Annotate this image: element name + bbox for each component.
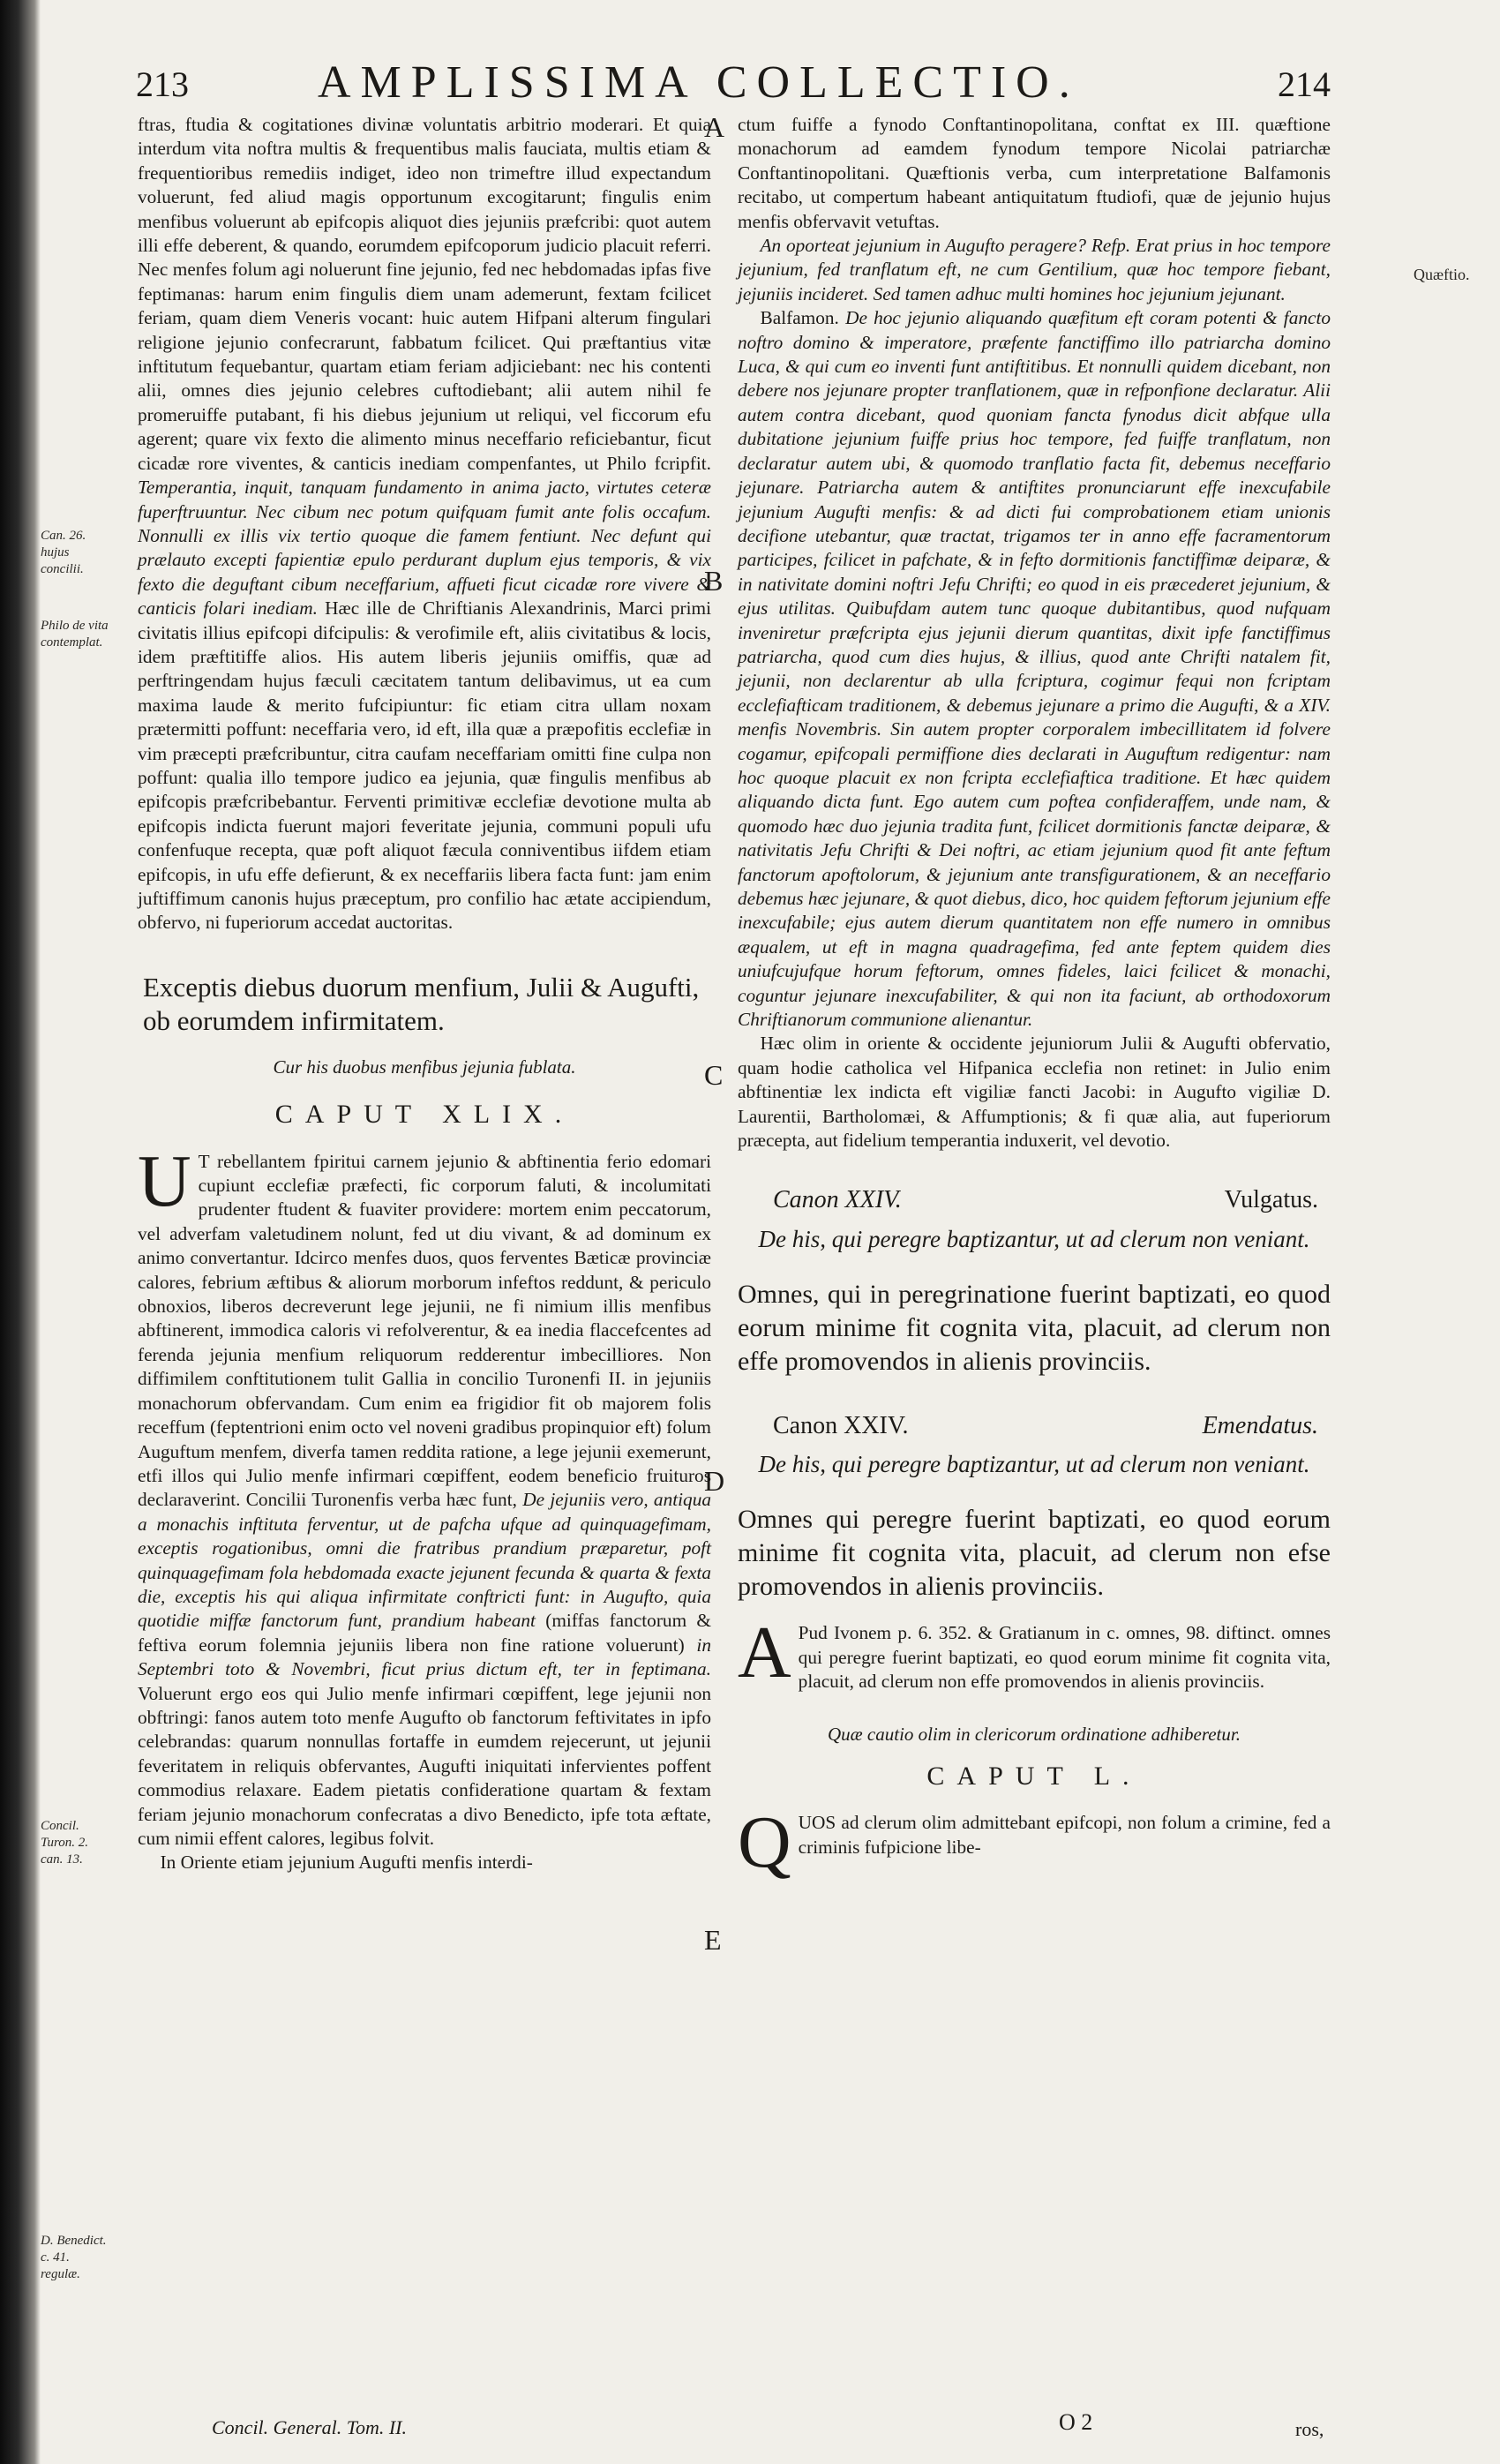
canon-heading-vulgatus: Canon XXIV. Vulgatus. [773,1186,1318,1214]
section-title: Exceptis diebus duorum menfium, Julii & Augufti, ob eorumdem infirmitatem. [143,971,700,1036]
turon-quote: De jejuniis vero, antiqua a monachis inftituta ferventur, ut de pafcha ufque ad quinquagefimam, exceptis rogationibus, omni die fratribus prandium præparetur, poft quinquagefimam fola hebdomada exacte jejunent fecunda & quarta & fexta die, exceptis his qui aliqua infirmitate conftricti funt: in Augufto, quia quotidie miffæ fanctorum funt, prandium habeant [138,1489,711,1632]
margin-note-2: Philo de vita contemplat. [41,619,109,650]
running-head: AMPLISSIMA COLLECTIO. [318,57,1080,108]
margin-note-4: D. Benedict. c. 41. regulæ. [41,2234,107,2281]
section-letter-a: A [704,111,725,143]
question-text: An oporteat jejunium in Augufto peragere? Refp. Erat prius in hoc tempore jejunium, fed tranflatum eft, ne cum Gentilium, quæ hoc tempore fiebant, jejuniis incideret. Sed tamen adhuc multi homines hoc jejunium jejunant. [738,235,1331,304]
left-paragraph-1: ftras, ftudia & cogitationes divinæ voluntatis arbitrio moderari. Et quia interdum vita noftra multis & frequentibus malis fauciata, multis etiam & frequentioribus remediis indiget, ideo non trimeftre illud expectandum voluerunt, fed aliud magis opportunum excogitarunt; fingulis enim menfibus voluerunt ab epifcopis aliquot dies jejuniis præfcribi: quot autem illi effe deberent, & quando, eorumdem epifcoporum judicio placuit referri. Nec menfes folum agi noluerunt fine jejunio, fed nec hebdomadas ipfas five feptimanas: harum enim fingulis diem unam ademerunt, fextam fcilicet feriam, quam diem Veneris vocant: huic autem Hifpani alterum fingulari religione jejunio confecrarunt, fabbatum fcilicet. Qui præftantius vitæ inftitutum fequebantur, quartam etiam feriam adjiciebant: nec his contenti alii, omnes dies jejunio celebres cuftodiebant; alii autem nihil fe promeruiffe putabant, fi his diebus jejunium ut reliqui, vel ficcorum efu agerent; quare vix fexto die alimento minus neceffario reficiebantur, ficut cicadæ rore viventes, & canticis inediam compenfantes, ut Philo fcripfit. Temperantia, inquit, tanquam fundamento in anima jacto, virtutes ceteræ fuperftruuntur. Nec cibum nec potum quifquam fumit ante folis occafum. Nonnulli ex illis vix tertio quoque die famem fentiunt. Nec defunt qui prælauto excepti fapientiæ epulo perdurant duplum ejus temporis, & vix fexto die deguftant cibum neceffarium, affueti ficut cicadæ rore vivere & canticis folari inediam. Hæc ille de Chriftianis Alexandrinis, Marci primi civitatis illius epifcopi difcipulis: & verofimile eft, aliis civitatibus & locis, idem præftitiffe alios. His autem liberis jejuniis omiffis, quæ ad perftringendam hujus fæculi cæcitatem tantum delibavimus, ut ea cum maxima laude & merito fufcipiuntur: fic etiam citra ullam noxam prætermitti poffunt: neceffaria vero, id eft, illa quæ a præpofitis ecclefiæ in vim præcepti præfcribuntur, citra caufam neceffariam omitti fine culpa non poffunt: qualia illo tempore judico ea jejunia, quæ fingulis menfibus ab epifcopis præfcribebantur. Ferventi primitivæ ecclefiæ devotione multa ab epifcopis indicta fuerunt majori feveritate jejunia, communi populi ufu confenfuque recepta, quæ poft aliquot fæcula conniventibus iifdem etiam epifcopis, in ufu effe defierunt, & ex neceffariis libera facta funt: jam enim juftiffimum canonis hujus præceptum, pro confilio hac ætate accipiendum, obfervo, ni fuperiorum accedat auctoritas. [138,114,711,934]
right-paragraph-4: Q UOS ad clerum olim admittebant epifcopi, non folum a crimine, fed a criminis fufpicione libe- [738,1801,1331,1884]
section-letter-e: E [704,1924,722,1956]
chapter-heading: CAPUT XLIX. [274,1100,574,1130]
right-paragraph-1: ctum fuiffe a fynodo Conftantinopolitana, conftat ex III. quæftione monachorum ad eamdem fynodum tempore Nicolai patriarchæ Conftantinopolitani. Quæftionis verba, cum interpretatione Balfamonis recitabo, ut compertum habeant antiquitatum ftudiofi, quæ de jejunio hujus menfis obfervavit vetuftas. [738,114,1331,232]
section-letter-b: B [704,565,724,597]
catchword: ros, [1295,2418,1324,2440]
section-subtitle: Cur his duobus menfibus jejunia fublata. [273,1055,576,1078]
canon-title-1: De his, qui peregre baptizantur, ut ad clerum non veniant. [758,1225,1310,1252]
signature-mark: O 2 [1059,2409,1093,2435]
balsamon-commentary: Balfamon. De hoc jejunio aliquando quæfitum eft coram potenti & fancto noftro domino & imperatore, præfente fanctiffimo illo patriarcha domino Luca, & qui cum eo inventi funt antiftitibus. Et nonnulli quidem dicebant, non debere nos jejunare propter tranflationem, quæ in refponfione declaratur. Alii autem contra dicebant, quod quoniam fancta fynodus dicit abfque ulla dubitatione jejunium fuiffe prius hoc tempore, fed fuiffe tranflatum, non declaratur autem ubi, & quomodo tranflatio facta fit, debemus neceffario jejunare. Patriarcha autem & antiftites pronunciarunt effe inexcufabile jejunium Augufti menfis: & ad dicti fui comprobationem etiam unionis decifione utebantur, quæ tractat, trigamos ter in anno effe facramentorum participes, fcilicet in pafchate, & in fefto dormitionis fanctiffimæ deiparæ, & in nativitate domini noftri Jefu Chrifti; eo quod in eis præcederet jejunium, & ejus utilitas. Quibufdam autem tunc quoque dubitantibus, quod nufquam inveniretur præfcripta ejus jejunii dierum quantitas, dixit ipfe fanctiffimus patriarcha, quod cum dies hujus, & illius, quod ante Chrifti natalem fit, jejunii, non declarentur ab ulla fcriptura, cogimur fequi non fcriptam ecclefiafticam traditionem, & debemus jejunare a primo die Augufti, & a XIV. menfis Novembris. Sin autem propter corporalem imbecillitatem id folvere cogamur, epifcopali permiffione dies declarati in Auguftum redigentur: nam hoc quoque placuit ex non fcripta ecclefiaftica traditione. Et hæc quidem aliquando dicta funt. Ego autem cum poftea confideraffem, unde nam, & quomodo hæc duo jejunia tradita funt, fcilicet dormitionis fanctæ deiparæ, & nativitatis Jefu Chrifti & Dei noftri, ac etiam jejunium quod fit ante feftum fanctorum apoftolorum, & jejunium ante transfigurationem, & an neceffario debemus hæc jejunare, & quot diebus, dico, hoc quidem feftorum jejunium effe inexcufabile; ejus autem dierum quantitatem non effe numero in omnibus æqualem, ut eft in magna quadragefima, fed ante feptem quidem dies uniufcujufque horum feftorum, omnes fideles, laici fcilicet & monachi, coguntur jejunare inexcufabiliter, & qui non ita faciunt, ab orthodoxorum Chriftianorum communione alienantur. [738,307,1331,1031]
section-letter-c: C [704,1059,724,1091]
right-paragraph-2: Hæc olim in oriente & occidente jejuniorum Julii & Augufti obfervatio, quam hodie catholica vel Hifpanica ecclefia non retinet: in Julio enim abftinentiæ lex indicta eft vigiliæ fancti Jacobi: in Augufto vigiliæ D. Laurentii, Bartholomæi, & Affumptionis; & fi quæ alia, aut fuperiorum præcepta, aut fidelium temperantia induxerit, vel devotio. [738,1033,1331,1152]
left-paragraph-3: In Oriente etiam jejunium Augufti menfis interdi- [160,1852,533,1874]
left-paragraph-2: U T rebellantem fpiritui carnem jejunio & abftinentia ferio edomari cupiunt ecclefiæ præfecti, fic corporum faluti, & incolumitati prudenter ftudent & fuaviter providere: mortem enim peccatorum, vel adverfam valetudinem nolunt, fed ut diu vivant, & ad dominum ex animo convertantur. Idcirco menfes duos, quos ferventes Bæticæ provinciæ calores, febrium æftibus & aliorum morborum infeftos reddunt, & periculo obnoxios, liberos decreverunt lege jejunii, ne fi nimium illis menfibus abftinerent, immodica caloris vi refolverentur, & ea inedia flaccefcentes ad ferenda jejunia menfium reliquorum redderentur imbecilliores. Non diffimilem conftitutionem tulit Gallia in concilio Turonenfi II. in jejuniis monachorum obfervandam. Cum enim ea frigidior fit ob majorem folis receffum (feptentrioni enim octo vel noveni gradibus propinquior eft) folum Auguftum menfem, diverfa tamen reddita ratione, a lege jejunii exemerunt, etfi illos qui Julio menfe infirmari cœpiffent, eodem beneficio fruituros declaraverint. Concilii Turonenfis verba hæc funt, De jejuniis vero, antiqua a monachis inftituta ferventur, ut de pafcha ufque ad quinquagefimam, exceptis rogationibus, omni die fratribus prandium præparetur, poft quinquagefimam fola hebdomada exacte jejunent fecunda & quarta & fexta die, exceptis his qui aliqua infirmitate conftricti funt: in Augufto, quia quotidie miffæ fanctorum funt, prandium habeant (miffas fanctorum & feftiva eorum folemnia jejuniis libera non fine ratione voluerunt) in Septembri toto & Novembri, ficut prius dictum eft, ter in feptimana. Voluerunt ergo eos qui Julio menfe infirmari cœpiffent, lege jejunii non obftringi: fanos autem toto menfe Augufto ob fanctorum feftivitates in ipfo celebrandas: quarum nonnullas fortaffe in eumdem rejecerunt, ut jejunii feveritatem in reliquis obfervantes, Augufti iniquitati infervientes poffent commodius relaxare. Eadem pietatis confideratione quartam & fextam feriam jejunio monachorum confecratas a divo Benedicto, ipfe tota æftate, cum nimii effent calores, legibus folvit. [138,1139,711,1849]
chapter-heading-2: CAPUT L. [926,1761,1142,1791]
canon-text-2: Omnes qui peregre fuerint baptizati, eo quod eorum minime fit cognita vita, placuit, ad clerum non efse promovendos in alienis provinciis. [738,1505,1331,1602]
drop-cap-q: Q [738,1801,791,1884]
signature-line: Concil. General. Tom. II. [212,2416,408,2438]
drop-cap: U [138,1139,191,1222]
canon-text-1: Omnes, qui in peregrinatione fuerint baptizati, eo quod eorum minime fit cognita vita, placuit, ad clerum non effe promovendos in alienis provinciis. [738,1279,1331,1376]
section-letter-d: D [704,1465,725,1497]
canon-title-2: De his, qui peregre baptizantur, ut ad clerum non veniant. [758,1451,1310,1478]
canon-heading-emendatus: Canon XXIV. Emendatus. [773,1411,1318,1439]
drop-cap-a: A [738,1611,791,1694]
margin-note-1: Can. 26. hujus concilii. [41,529,86,576]
chapter-subtitle: Quæ cautio olim in clericorum ordinatione adhiberetur. [828,1723,1241,1745]
margin-note-3: Concil. Turon. 2. can. 13. [41,1819,89,1867]
right-column [738,113,1331,1884]
margin-note-5: Quæftio. [1414,266,1470,283]
right-paragraph-3: A Pud Ivonem p. 6. 352. & Gratianum in c. omnes, 98. diftinct. omnes qui peregre fuerint baptizati, eo quod eorum minime fit cognita vita, placuit, ad clerum non effe promovendos in alienis provinciis. [738,1611,1331,1694]
right-page-number: 214 [1278,64,1331,104]
left-page-number: 213 [136,64,189,104]
left-column [138,113,711,1875]
philo-quote: Temperantia, inquit, tanquam fundamento in anima jacto, virtutes ceteræ fuperftruuntur. Nec cibum nec potum quifquam fumit ante folis occafum. Nonnulli ex illis vix tertio quoque die famem fentiunt. Nec defunt qui prælauto excepti fapientiæ epulo perdurant duplum ejus temporis, & vix fexto die deguftant cibum neceffarium, affueti ficut cicadæ rore vivere & canticis folari inediam. [138,477,711,620]
